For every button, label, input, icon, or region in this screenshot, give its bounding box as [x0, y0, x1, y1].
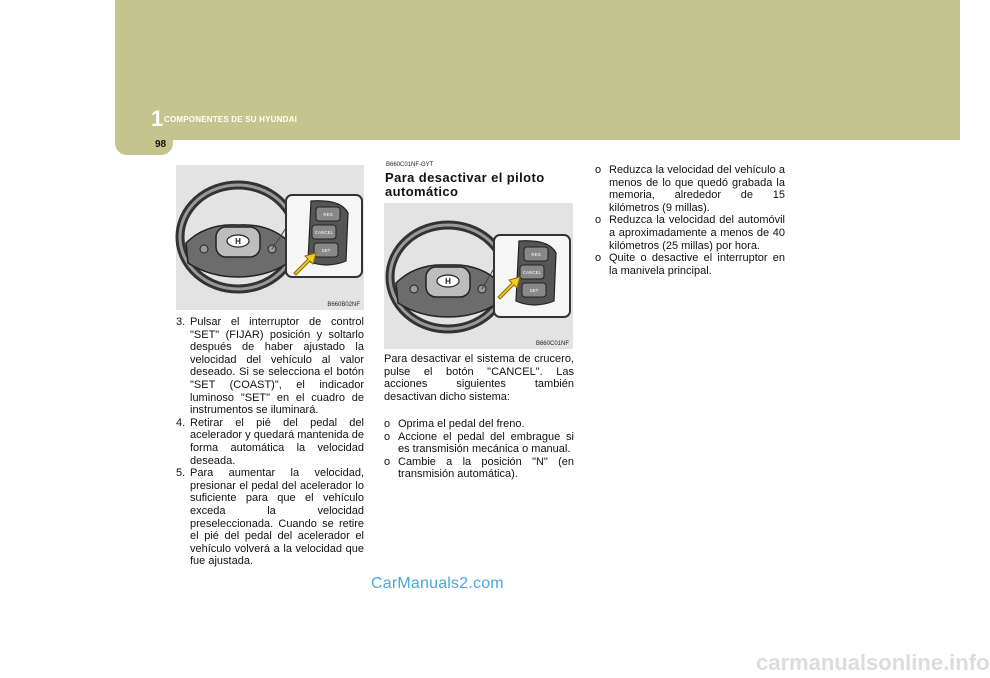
- list-item-text: Retirar el pié del pedal del acelerador y quedará mantenida de forma automática la velocidad deseada.: [190, 416, 364, 467]
- page-number: 98: [155, 139, 167, 150]
- list-item-text: Pulsar el interruptor de control "SET" (FIJAR) posición y soltarlo después de haber ajustado la velocidad del vehículo al valor deseado. Si se selecciona el botón "SET (COAST)", el indicador luminoso "SET" en el cuadro de instrumentos se iluminará.: [190, 316, 364, 417]
- section-title: Para desactivar el piloto automático: [385, 170, 545, 199]
- list-item: [176, 417, 364, 467]
- svg-text:SET: SET: [529, 288, 539, 293]
- svg-text:H: H: [235, 237, 241, 246]
- deactivate-list-continued: [595, 164, 785, 277]
- list-item: [176, 467, 364, 568]
- section-code: B660C01NF-GYT: [386, 162, 434, 168]
- list-item-text: Reduzca la velocidad del vehículo a menos de lo que quedó grabada la memoria, alrededor de 15 kilómetros (9 millas).: [609, 164, 785, 214]
- list-item: [384, 431, 574, 456]
- list-item: [176, 316, 364, 417]
- steps-list: [176, 316, 364, 568]
- deactivate-list: [384, 418, 574, 481]
- steering-wheel-figure-cancel: [384, 203, 573, 349]
- list-item-text: Reduzca la velocidad del automóvil a aproximadamente a menos de 40 kilómetros (25 millas) por hora.: [609, 214, 785, 252]
- list-item: [595, 252, 785, 277]
- list-marker: 4.: [176, 416, 186, 429]
- list-item-text: Quite o desactive el interruptor en la manivela principal.: [609, 252, 785, 277]
- list-marker: o: [384, 418, 391, 430]
- list-marker: 3.: [176, 316, 186, 328]
- svg-text:CANCEL: CANCEL: [314, 230, 334, 235]
- chapter-number: 1: [151, 106, 164, 131]
- figure-code: B660C01NF: [535, 341, 569, 347]
- svg-text:RES: RES: [531, 252, 541, 257]
- steering-wheel-illustration: [384, 203, 573, 349]
- svg-text:H: H: [445, 277, 451, 286]
- list-item: [595, 164, 785, 214]
- figure-code: B660B02NF: [327, 302, 360, 308]
- list-marker: o: [595, 214, 602, 227]
- list-marker: o: [384, 455, 391, 468]
- svg-text:SET: SET: [321, 248, 331, 253]
- list-item-text: Para aumentar la velocidad, presionar el pedal del acelerador lo suficiente para que el vehículo exceda la velocidad preseleccionada. Cuando se retire el pié del pedal del acelerador el vehículo volverá a la velocidad que fue ajustada.: [190, 467, 364, 568]
- list-item: [595, 214, 785, 252]
- svg-text:CANCEL: CANCEL: [522, 270, 542, 275]
- chapter-title: COMPONENTES DE SU HYUNDAI: [164, 115, 298, 124]
- list-item-text: Accione el pedal del embrague si es transmisión mecánica o manual.: [398, 430, 574, 456]
- watermark-carmanualsonline: carmanualsonline.info: [756, 650, 990, 675]
- list-item: [384, 418, 574, 431]
- svg-text:RES: RES: [323, 212, 333, 217]
- list-marker: 5.: [176, 467, 186, 480]
- steering-wheel-illustration: [176, 165, 364, 310]
- list-item: [384, 456, 574, 481]
- list-marker: o: [595, 164, 602, 176]
- list-marker: o: [595, 252, 602, 265]
- intro-paragraph: Para desactivar el sistema de crucero, pulse el botón "CANCEL". Las acciones siguientes también desactivan dicho sistema:: [384, 353, 574, 403]
- list-marker: o: [384, 430, 391, 443]
- list-item-text: Oprima el pedal del freno.: [398, 418, 525, 430]
- steering-wheel-figure-set: [176, 165, 364, 310]
- list-item-text: Cambie a la posición "N" (en transmisión automática).: [398, 455, 574, 481]
- watermark-carmanuals2: CarManuals2.com: [371, 575, 504, 592]
